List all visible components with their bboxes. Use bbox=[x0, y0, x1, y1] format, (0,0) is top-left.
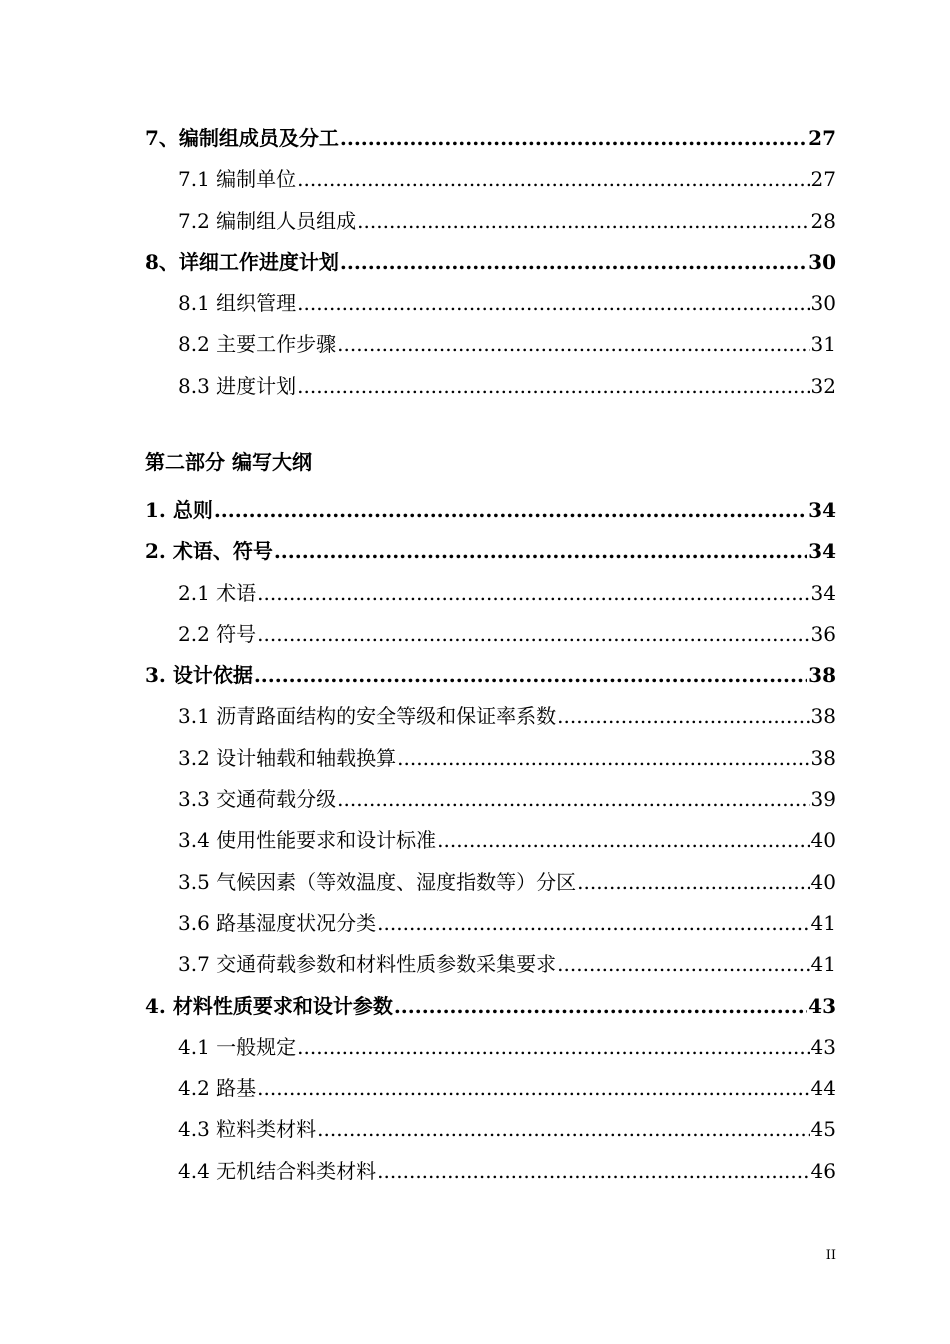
dot-leader bbox=[577, 862, 809, 903]
dot-leader bbox=[394, 986, 807, 1027]
toc-entry-title: 7、编制组成员及分工 bbox=[145, 118, 340, 159]
toc-entry[interactable] bbox=[145, 903, 836, 944]
toc-entry-page: 39 bbox=[810, 779, 836, 820]
toc-entry-page: 32 bbox=[810, 366, 836, 407]
toc-entry-page: 30 bbox=[810, 283, 836, 324]
toc-part1 bbox=[145, 118, 836, 407]
toc-entry-page: 40 bbox=[810, 820, 836, 861]
toc-entry-page: 43 bbox=[810, 1027, 836, 1068]
toc-entry[interactable] bbox=[145, 944, 836, 985]
toc-entry[interactable] bbox=[145, 738, 836, 779]
toc-entry-title: 3.5 气候因素（等效温度、湿度指数等）分区 bbox=[178, 862, 577, 903]
toc-entry-page: 41 bbox=[810, 903, 836, 944]
toc-entry-page: 34 bbox=[807, 490, 836, 531]
dot-leader bbox=[254, 655, 807, 696]
dot-leader bbox=[257, 614, 809, 655]
toc-entry[interactable] bbox=[145, 779, 836, 820]
dot-leader bbox=[397, 738, 809, 779]
dot-leader bbox=[437, 820, 809, 861]
toc-part2 bbox=[145, 490, 836, 1192]
toc-entry[interactable] bbox=[145, 655, 836, 696]
toc-entry[interactable] bbox=[145, 696, 836, 737]
toc-entry[interactable] bbox=[145, 242, 836, 283]
toc-entry-title: 4.4 无机结合料类材料 bbox=[178, 1151, 377, 1192]
toc-entry[interactable] bbox=[145, 324, 836, 365]
toc-entry-title: 7.1 编制单位 bbox=[178, 159, 297, 200]
dot-leader bbox=[557, 944, 809, 985]
toc-entry[interactable] bbox=[145, 862, 836, 903]
toc-entry-title: 1. 总则 bbox=[145, 490, 214, 531]
toc-entry-page: 34 bbox=[810, 573, 836, 614]
toc-entry[interactable] bbox=[145, 1027, 836, 1068]
toc-entry-title: 8.3 进度计划 bbox=[178, 366, 297, 407]
toc-entry-title: 2. 术语、符号 bbox=[145, 531, 274, 572]
toc-entry-page: 38 bbox=[810, 696, 836, 737]
toc-entry-title: 4.1 一般规定 bbox=[178, 1027, 297, 1068]
toc-entry-page: 30 bbox=[807, 242, 836, 283]
toc-entry[interactable] bbox=[145, 490, 836, 531]
toc-entry-title: 8、详细工作进度计划 bbox=[145, 242, 340, 283]
toc-entry-title: 3.6 路基湿度状况分类 bbox=[178, 903, 377, 944]
dot-leader bbox=[257, 1068, 809, 1109]
dot-leader bbox=[357, 201, 809, 242]
dot-leader bbox=[297, 366, 809, 407]
dot-leader bbox=[297, 159, 809, 200]
toc-entry-page: 27 bbox=[807, 118, 836, 159]
toc-entry-page: 34 bbox=[807, 531, 836, 572]
page-number: II bbox=[825, 1248, 836, 1263]
toc-entry-title: 3.1 沥青路面结构的安全等级和保证率系数 bbox=[178, 696, 557, 737]
dot-leader bbox=[297, 1027, 809, 1068]
toc-entry-page: 46 bbox=[810, 1151, 836, 1192]
toc-entry-title: 2.2 符号 bbox=[178, 614, 257, 655]
toc-entry-title: 4.3 粒料类材料 bbox=[178, 1109, 317, 1150]
toc-entry-title: 3.2 设计轴载和轴载换算 bbox=[178, 738, 397, 779]
toc-entry[interactable] bbox=[145, 820, 836, 861]
dot-leader bbox=[377, 1151, 809, 1192]
toc-entry-page: 44 bbox=[810, 1068, 836, 1109]
toc-entry-title: 3.7 交通荷载参数和材料性质参数采集要求 bbox=[178, 944, 557, 985]
toc-entry-title: 7.2 编制组人员组成 bbox=[178, 201, 357, 242]
toc-entry-page: 27 bbox=[810, 159, 836, 200]
toc-entry-page: 41 bbox=[810, 944, 836, 985]
dot-leader bbox=[257, 573, 809, 614]
toc-entry-page: 38 bbox=[810, 738, 836, 779]
toc-entry-page: 31 bbox=[810, 324, 836, 365]
toc-entry-page: 45 bbox=[810, 1109, 836, 1150]
toc-entry-title: 8.1 组织管理 bbox=[178, 283, 297, 324]
toc-entry-title: 4. 材料性质要求和设计参数 bbox=[145, 986, 394, 1027]
dot-leader bbox=[377, 903, 809, 944]
toc-entry[interactable] bbox=[145, 986, 836, 1027]
toc-entry[interactable] bbox=[145, 1151, 836, 1192]
toc-entry-title: 4.2 路基 bbox=[178, 1068, 257, 1109]
toc-entry-title: 3.3 交通荷载分级 bbox=[178, 779, 337, 820]
toc-entry-title: 2.1 术语 bbox=[178, 573, 257, 614]
toc-entry[interactable] bbox=[145, 159, 836, 200]
toc-entry-title: 3. 设计依据 bbox=[145, 655, 254, 696]
dot-leader bbox=[214, 490, 807, 531]
toc-entry-page: 43 bbox=[807, 986, 836, 1027]
toc-entry-page: 36 bbox=[810, 614, 836, 655]
dot-leader bbox=[317, 1109, 809, 1150]
toc-entry-page: 40 bbox=[810, 862, 836, 903]
toc-entry[interactable] bbox=[145, 366, 836, 407]
toc-entry-page: 38 bbox=[807, 655, 836, 696]
dot-leader bbox=[274, 531, 807, 572]
toc-entry[interactable] bbox=[145, 614, 836, 655]
toc-entry[interactable] bbox=[145, 118, 836, 159]
toc-entry-title: 3.4 使用性能要求和设计标准 bbox=[178, 820, 437, 861]
toc-entry[interactable] bbox=[145, 531, 836, 572]
toc-entry[interactable] bbox=[145, 201, 836, 242]
dot-leader bbox=[337, 324, 809, 365]
dot-leader bbox=[557, 696, 809, 737]
dot-leader bbox=[337, 779, 809, 820]
toc-entry[interactable] bbox=[145, 283, 836, 324]
toc-entry[interactable] bbox=[145, 573, 836, 614]
toc-entry-page: 28 bbox=[810, 201, 836, 242]
toc-entry[interactable] bbox=[145, 1068, 836, 1109]
dot-leader bbox=[340, 242, 807, 283]
dot-leader bbox=[340, 118, 807, 159]
toc-entry-title: 8.2 主要工作步骤 bbox=[178, 324, 337, 365]
toc-entry[interactable] bbox=[145, 1109, 836, 1150]
dot-leader bbox=[297, 283, 809, 324]
section-heading: 第二部分 编写大纲 bbox=[145, 450, 312, 474]
